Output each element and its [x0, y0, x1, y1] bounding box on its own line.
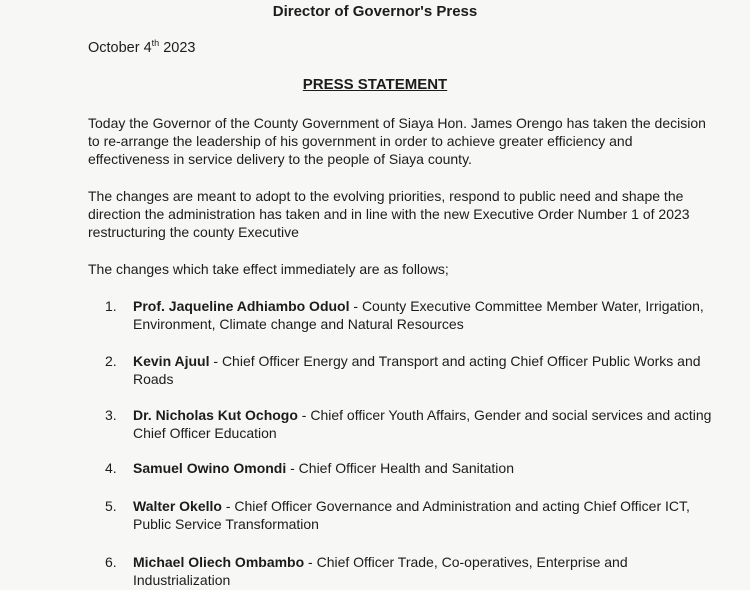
appointee-role: - County Executive Committee Member Water, Irrigation, Environment, Climate change and Natural Resources [133, 298, 704, 332]
appointee-name: Michael Oliech Ombambo [133, 554, 305, 570]
document-title [0, 76, 750, 93]
appointee-role: - Chief Officer Energy and Transport and acting Chief Officer Public Works and Roads [133, 353, 701, 387]
list-intro-prefix: The changes which take [88, 261, 243, 277]
paragraph-intro: Today the Governor of the County Government of Siaya Hon. James Orengo has taken the decision to re-arrange the leadership of his government in order to achieve greater efficiency and effectiveness in service delivery to the people of Siaya county. [88, 115, 706, 167]
appointment-item [105, 497, 715, 533]
appointment-item [105, 459, 715, 477]
appointee-name: Dr. Nicholas Kut Ochogo [133, 407, 298, 423]
item-number: 2. [105, 353, 117, 369]
appointee-name: Prof. Jaqueline Adhiambo Oduol [133, 298, 350, 314]
appointment-item [105, 352, 715, 388]
appointee-name: Walter Okello [133, 498, 222, 514]
item-number: 6. [105, 554, 117, 570]
list-intro-suffix: are as follows; [355, 261, 449, 277]
date-year: 2023 [159, 39, 196, 56]
appointment-item [105, 553, 715, 589]
appointee-role: - Chief officer Youth Affairs, Gender and social services and acting Chief Officer Education [133, 407, 712, 441]
appointment-item [105, 406, 715, 442]
appointee-name: Kevin Ajuul [133, 353, 210, 369]
appointment-item [105, 297, 715, 333]
item-number: 5. [105, 498, 117, 514]
paragraph-list-intro [88, 260, 710, 278]
item-number: 1. [105, 298, 117, 314]
paragraph-purpose: The changes are meant to adopt to the evolving priorities, respond to public need and shape the direction the administration has taken and in line with the new Executive Order Number 1 of 2023 restructuring the county Executive [88, 188, 690, 240]
date-day: October 4 [88, 39, 152, 56]
document-title-text: PRESS STATEMENT [302, 76, 448, 93]
item-number: 4. [105, 460, 117, 476]
appointee-role: - Chief Officer Trade, Co-operatives, Enterprise and Industrialization [133, 554, 628, 588]
statement-date [88, 38, 195, 56]
list-intro-emphasis: effect immediately [242, 261, 356, 277]
appointee-role: - Chief Officer Health and Sanitation [286, 460, 514, 476]
appointee-name: Samuel Owino Omondi [133, 460, 287, 476]
appointee-role: - Chief Officer Governance and Administration and acting Chief Officer ICT, Public Service Transformation [133, 498, 690, 532]
office-heading: Director of Governor's Press [272, 3, 478, 20]
date-ordinal: th [151, 38, 160, 48]
item-number: 3. [105, 407, 117, 423]
